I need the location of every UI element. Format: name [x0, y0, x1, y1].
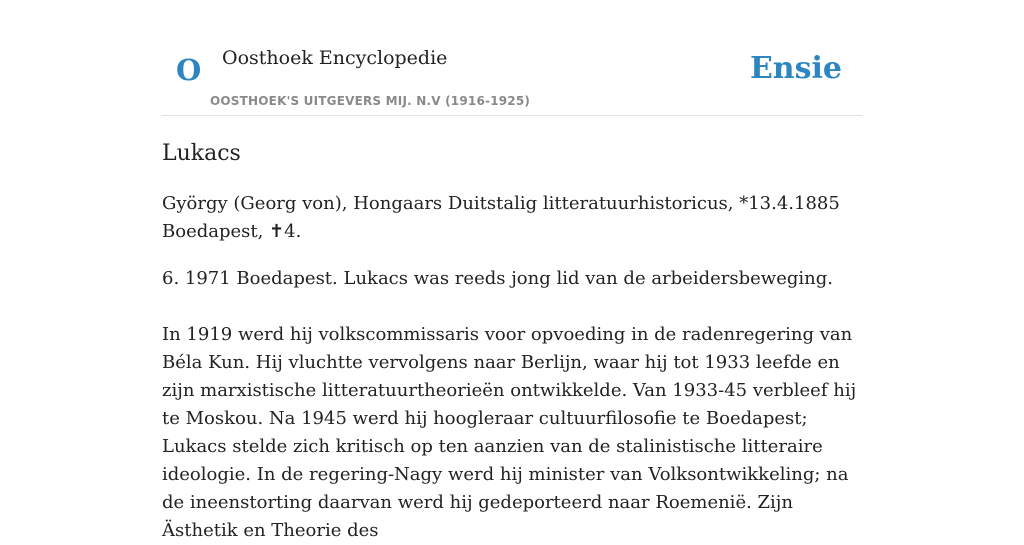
site-title-link[interactable]: Oosthoek Encyclopedie	[222, 47, 448, 69]
logo-mark[interactable]: O	[176, 53, 202, 87]
article-body	[162, 138, 862, 545]
article-title: Lukacs	[162, 141, 241, 166]
article-paragraph: 6. 1971 Boedapest. Lukacs was reeds jong lid van de arbeidersbeweging.	[162, 268, 833, 289]
article-paragraph: In 1919 werd hij volkscommissaris voor opvoeding in de radenregering van Béla Kun. Hij vluchtte vervolgens naar Berlijn, waar hij tot 1933 leefde en zijn marxistische litteratuurtheorieën ontwikkelde. Van 1933-45 verbleef hij te Moskou. Na 1945 werd hij hoogleraar cultuurfilosofie te Boedapest; Lukacs stelde zich kritisch op ten aanzien van de stalinistische litteraire ideologie. In de regering-Nagy werd hij minister van Volksontwikkeling; na de ineenstorting daarvan werd hij gedeporteerd naar Roemenië. Zijn Ästhetik en Theorie des	[162, 324, 857, 541]
article-paragraph: György (Georg von), Hongaars Duitstalig litteratuurhistoricus, *13.4.1885 Boedapest, ✝4.	[162, 193, 840, 242]
ensie-brand-link[interactable]: Ensie	[749, 51, 842, 86]
publisher-subtitle: OOSTHOEK'S UITGEVERS MIJ. N.V (1916-1925)	[210, 94, 531, 108]
site-header	[162, 40, 862, 116]
